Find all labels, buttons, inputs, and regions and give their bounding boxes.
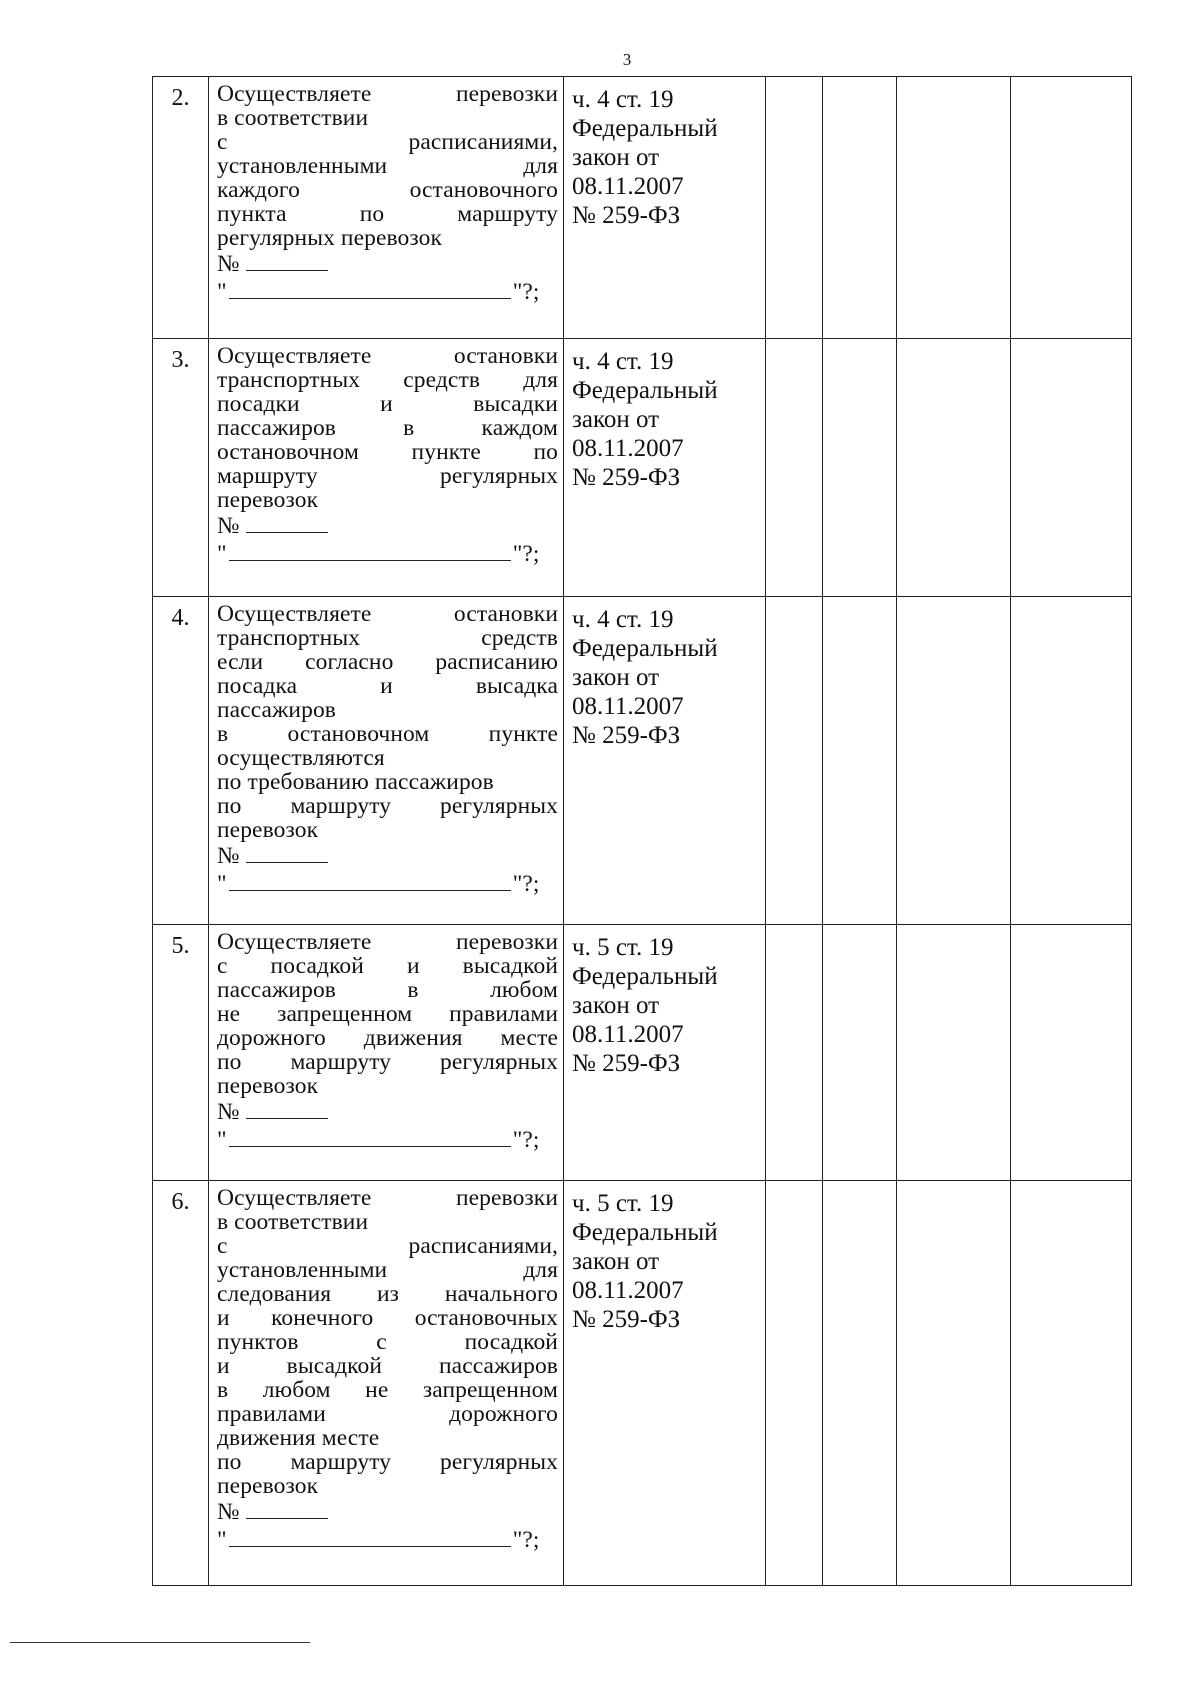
question-line: регулярных перевозок [217,225,442,251]
law-reference-cell [564,77,766,339]
number-sign: № [217,1499,240,1525]
question-cell [209,77,564,339]
page-number: 3 [622,50,632,69]
question-line: по маршруту регулярных [217,1049,558,1075]
question-cell [209,1181,564,1586]
question-line: не запрещенном правилами [217,1001,558,1027]
footer-divider [10,1642,310,1643]
question-line: Осуществляете перевозки [217,81,558,107]
question-line: с расписаниями, [217,1233,558,1259]
law-reference-line: Федеральный [572,377,718,404]
question-line: посадка и высадка [217,673,558,699]
law-reference-cell [564,339,766,597]
law-reference-line: ч. 4 ст. 19 [572,348,674,375]
blank-line [246,252,328,271]
answer-cell[interactable] [823,1181,897,1586]
table-row [153,1181,1132,1586]
question-line: в соответствии [217,105,369,131]
close-quote: "?; [512,541,540,567]
table-row [153,77,1132,339]
row-number: 5. [153,925,209,1181]
question-cell [209,597,564,925]
law-reference-line: № 259-ФЗ [572,1306,681,1333]
close-quote: "?; [512,871,540,897]
law-reference-line: Федеральный [572,115,718,142]
answer-cell[interactable] [1011,925,1132,1181]
blank-line [246,844,328,863]
question-cell [209,339,564,597]
route-name-blank [217,1528,558,1552]
table-row [153,925,1132,1181]
question-line: пассажиров [217,697,336,723]
open-quote: " [217,871,227,897]
blank-line [229,542,511,561]
question-line: с посадкой и высадкой [217,953,558,979]
table-row [153,339,1132,597]
question-line: транспортных средств [217,625,558,651]
close-quote: "?; [512,1127,540,1153]
law-reference-line: 08.11.2007 [572,1021,684,1048]
open-quote: " [217,1527,227,1553]
question-line: пассажиров в каждом [217,415,558,441]
question-line: следования из начального [217,1281,558,1307]
question-line: Осуществляете остановки [217,343,558,369]
question-line: дорожного движения месте [217,1025,558,1051]
answer-cell[interactable] [823,77,897,339]
law-reference-line: закон от [572,406,660,433]
answer-cell[interactable] [897,597,1011,925]
checklist-table [152,76,1132,1586]
law-reference-line: 08.11.2007 [572,435,684,462]
law-reference-line: № 259-ФЗ [572,722,681,749]
question-line: в любом не запрещенном [217,1377,558,1403]
blank-line [229,280,511,299]
question-line: движения месте [217,1425,380,1451]
row-number: 6. [153,1181,209,1586]
answer-cell[interactable] [897,77,1011,339]
open-quote: " [217,541,227,567]
question-line: установленными для [217,153,558,179]
row-number: 2. [153,77,209,339]
route-number-blank [217,844,558,868]
question-line: с расписаниями, [217,129,558,155]
question-line: посадки и высадки [217,391,558,417]
question-cell [209,925,564,1181]
law-reference-cell [564,925,766,1181]
row-number: 4. [153,597,209,925]
route-name-blank [217,280,558,304]
question-line: перевозок [217,487,319,513]
question-line: в остановочном пункте [217,721,558,747]
answer-cell[interactable] [1011,77,1132,339]
law-reference-line: Федеральный [572,1219,718,1246]
route-number-blank [217,1500,558,1524]
law-reference-cell [564,1181,766,1586]
question-line: Осуществляете перевозки [217,929,558,955]
law-reference-line: № 259-ФЗ [572,1050,681,1077]
answer-cell[interactable] [1011,1181,1132,1586]
question-line: пунктов с посадкой [217,1329,558,1355]
question-line: каждого остановочного [217,177,558,203]
question-line: перевозок [217,1073,319,1099]
question-line: транспортных средств для [217,367,558,393]
question-line: и высадкой пассажиров [217,1353,558,1379]
law-reference-line: закон от [572,144,660,171]
answer-cell[interactable] [823,597,897,925]
question-line: Осуществляете остановки [217,601,558,627]
route-name-blank [217,872,558,896]
law-reference-line: закон от [572,664,660,691]
law-reference-line: закон от [572,992,660,1019]
law-reference-line: Федеральный [572,635,718,662]
number-sign: № [217,513,240,539]
answer-cell[interactable] [823,339,897,597]
answer-cell[interactable] [766,77,823,339]
open-quote: " [217,279,227,305]
close-quote: "?; [512,1527,540,1553]
question-line: по требованию пассажиров [217,769,494,795]
question-line: остановочном пункте по [217,439,558,465]
question-line: перевозок [217,1473,319,1499]
blank-line [246,514,328,533]
table-row [153,597,1132,925]
route-name-blank [217,542,558,566]
answer-cell[interactable] [766,339,823,597]
answer-cell[interactable] [766,925,823,1181]
close-quote: "?; [512,279,540,305]
law-reference-line: 08.11.2007 [572,693,684,720]
blank-line [246,1100,328,1119]
open-quote: " [217,1127,227,1153]
answer-cell[interactable] [897,1181,1011,1586]
question-line: если согласно расписанию [217,649,558,675]
answer-cell[interactable] [766,1181,823,1586]
law-reference-line: Федеральный [572,963,718,990]
row-number: 3. [153,339,209,597]
question-line: маршруту регулярных [217,463,558,489]
question-line: по маршруту регулярных [217,793,558,819]
law-reference-line: № 259-ФЗ [572,202,681,229]
blank-line [229,1128,511,1147]
question-line: правилами дорожного [217,1401,558,1427]
law-reference-line: ч. 5 ст. 19 [572,1190,674,1217]
question-line: перевозок [217,817,319,843]
blank-line [229,1528,511,1547]
law-reference-line: 08.11.2007 [572,173,684,200]
route-name-blank [217,1128,558,1152]
question-line: пункта по маршруту [217,201,558,227]
question-line: по маршруту регулярных [217,1449,558,1475]
answer-cell[interactable] [766,597,823,925]
blank-line [246,1500,328,1519]
question-line: пассажиров в любом [217,977,558,1003]
question-line: и конечного остановочных [217,1305,558,1331]
number-sign: № [217,1099,240,1125]
route-number-blank [217,514,558,538]
answer-cell[interactable] [1011,339,1132,597]
number-sign: № [217,251,240,277]
answer-cell[interactable] [1011,597,1132,925]
number-sign: № [217,843,240,869]
answer-cell[interactable] [897,339,1011,597]
law-reference-line: 08.11.2007 [572,1277,684,1304]
law-reference-line: закон от [572,1248,660,1275]
law-reference-line: ч. 4 ст. 19 [572,86,674,113]
question-line: установленными для [217,1257,558,1283]
law-reference-line: ч. 4 ст. 19 [572,606,674,633]
answer-cell[interactable] [823,925,897,1181]
question-line: осуществляются [217,745,385,771]
law-reference-line: ч. 5 ст. 19 [572,934,674,961]
question-line: Осуществляете перевозки [217,1185,558,1211]
blank-line [229,872,511,891]
law-reference-line: № 259-ФЗ [572,464,681,491]
route-number-blank [217,1100,558,1124]
route-number-blank [217,252,558,276]
answer-cell[interactable] [897,925,1011,1181]
question-line: в соответствии [217,1209,369,1235]
law-reference-cell [564,597,766,925]
